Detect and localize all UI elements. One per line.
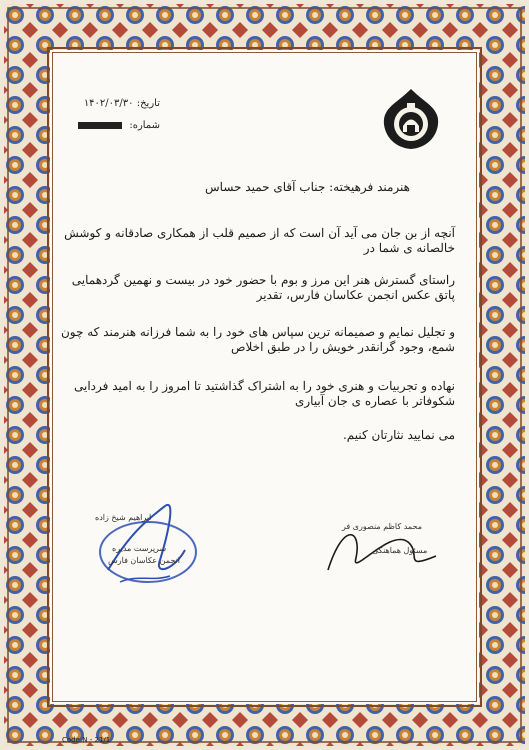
letter-line: می نمایید نثارتان کنیم. — [342, 428, 455, 442]
letter-line: آنچه از بن جان می آید آن است که از صمیم قلب از همکاری صادقانه و کوشش خالصانه ی شما در — [64, 226, 455, 255]
number-line — [70, 120, 160, 131]
redacted-number — [78, 122, 122, 129]
letter-line: و تجلیل نمایم و صمیمانه ترین سپاس های خود را به شما فرزانه هنرمند که چون شمع، وجود گرانقدر خویش را در طبق اخلاص — [60, 325, 455, 354]
right-signatory-title: مسئول هماهنگی — [372, 546, 428, 555]
left-signatory-title: سرپرست مدیره — [112, 544, 167, 553]
salutation: هنرمند فرهیخته: جناب آقای حمید حساس — [205, 180, 410, 194]
left-signatory-name: ابراهیم شیخ زاده — [95, 513, 152, 522]
number-label: شماره: — [129, 120, 160, 131]
date-line — [70, 98, 160, 109]
association-logo — [377, 87, 447, 153]
form-code: Code:N - 21/1 — [62, 736, 111, 744]
right-signatory-name: محمد کاظم منصوری فر — [342, 522, 422, 531]
letter-line: راستای گسترش هنر این مرز و بوم با حضور خود در بیست و نهمین گردهمایی پاتق عکس انجمن عکاسان فارس، تقدیر — [71, 273, 455, 302]
left-signatory-org: انجمن عکاسان فارس — [108, 556, 180, 565]
letter-line: نهاده و تجربیات و هنری خود را به اشتراک گذاشتید تا امروز را به امید فردایی شکوفاتر با عصاره ی جان آبیاری — [74, 379, 455, 408]
date-label: تاریخ: — [136, 98, 160, 109]
date-value: ۱۴۰۲/۰۳/۳۰ — [83, 98, 134, 109]
